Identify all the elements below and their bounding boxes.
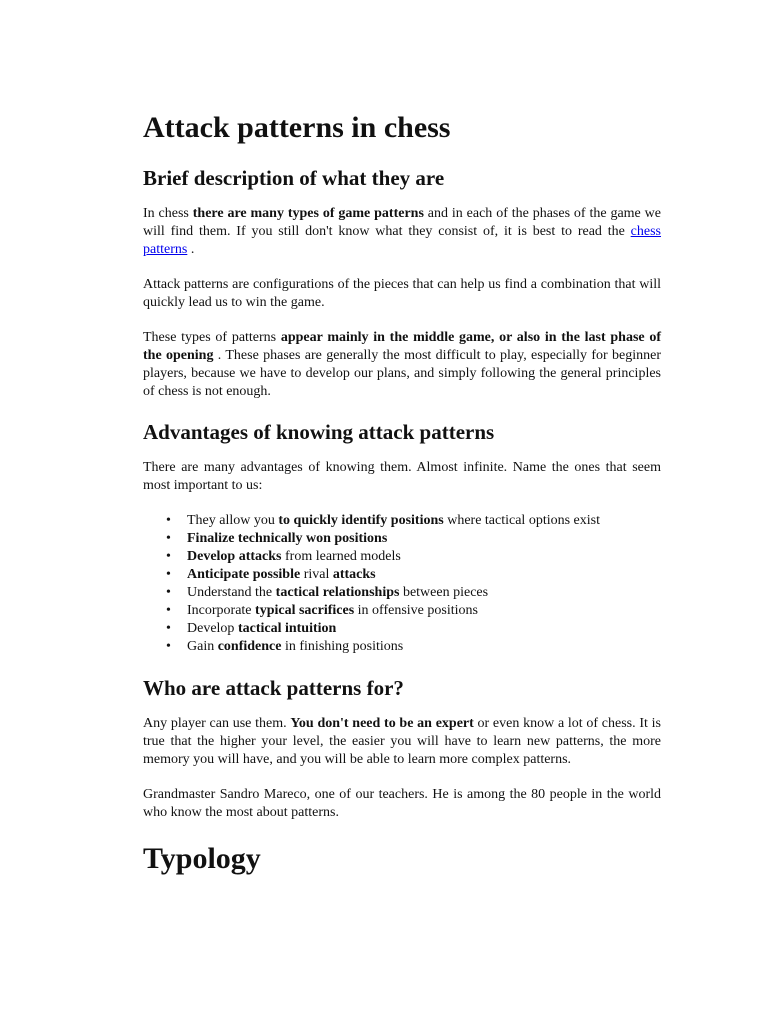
- section-heading-advantages: Advantages of knowing attack patterns: [143, 420, 495, 444]
- text-span: between pieces: [399, 585, 489, 600]
- text-span: rival: [300, 567, 333, 582]
- paragraph-advantages-intro: There are many advantages of knowing them. Almost infinite. Name the ones that seem most important to us:: [143, 460, 661, 493]
- text-span: and in each of the phases of the game we will find them. If you still don't know what they consist of, it is best to read the: [143, 206, 661, 239]
- text-span: . These phases are generally the most difficult to play, especially for beginner players, because we have to develop our plans, and simply following the general principles of chess is not enough.: [143, 348, 661, 399]
- text-span: in finishing positions: [281, 639, 404, 654]
- list-item: [187, 620, 661, 638]
- text-span: where tactical options exist: [443, 513, 600, 528]
- bold-text: You don't need to be an expert: [290, 716, 474, 731]
- text-span: Develop: [187, 621, 238, 636]
- text-span: from learned models: [281, 549, 401, 564]
- text-span: These types of patterns: [143, 330, 281, 345]
- list-item: [187, 512, 661, 530]
- text-span: They allow you: [187, 513, 279, 528]
- chess-patterns-link[interactable]: chess patterns: [143, 224, 661, 257]
- paragraph-grandmaster: Grandmaster Sandro Mareco, one of our teachers. He is among the 80 people in the world who know the most about patterns.: [143, 787, 661, 820]
- paragraph-any-player: [143, 715, 661, 769]
- bold-text: appear mainly in the middle game, or also in the last phase of the opening: [143, 330, 661, 363]
- text-span: in offensive positions: [354, 603, 478, 618]
- section-heading-brief-description: Brief description of what they are: [143, 166, 445, 190]
- bold-text: Anticipate possible: [187, 567, 301, 582]
- bold-text: Develop attacks: [187, 549, 282, 564]
- text-span: .: [187, 242, 195, 257]
- bold-text: tactical relationships: [275, 585, 400, 600]
- text-span: or even know a lot of chess. It is true that the higher your level, the easier you will have to learn new patterns, the more memory you will have, and you will be able to learn more complex patterns.: [143, 716, 661, 767]
- list-item: [187, 584, 661, 602]
- paragraph-intro: [143, 205, 661, 259]
- list-item: [187, 530, 661, 548]
- bold-text: typical sacrifices: [255, 603, 355, 618]
- bold-text: tactical intuition: [237, 621, 337, 636]
- list-item: [187, 638, 661, 656]
- page-title: Attack patterns in chess: [143, 111, 451, 144]
- text-span: Any player can use them.: [143, 716, 291, 731]
- text-span: Incorporate: [187, 603, 256, 618]
- section-heading-typology: Typology: [143, 842, 261, 875]
- bold-text: there are many types of game patterns: [192, 206, 424, 221]
- text-span: Understand the: [187, 585, 276, 600]
- bold-text: Finalize technically won positions: [187, 531, 388, 546]
- text-span: In chess: [143, 206, 193, 221]
- list-item: [187, 566, 661, 584]
- section-heading-who: Who are attack patterns for?: [143, 676, 404, 700]
- paragraph-definition: Attack patterns are configurations of the pieces that can help us find a combination that will quickly lead us to win the game.: [143, 277, 661, 310]
- bold-text: confidence: [217, 639, 282, 654]
- advantages-list: [143, 512, 661, 656]
- bold-text: attacks: [332, 567, 376, 582]
- list-item: [187, 602, 661, 620]
- list-item: [187, 548, 661, 566]
- text-span: Gain: [187, 639, 218, 654]
- bold-text: to quickly identify positions: [278, 513, 444, 528]
- paragraph-phases: [143, 329, 661, 401]
